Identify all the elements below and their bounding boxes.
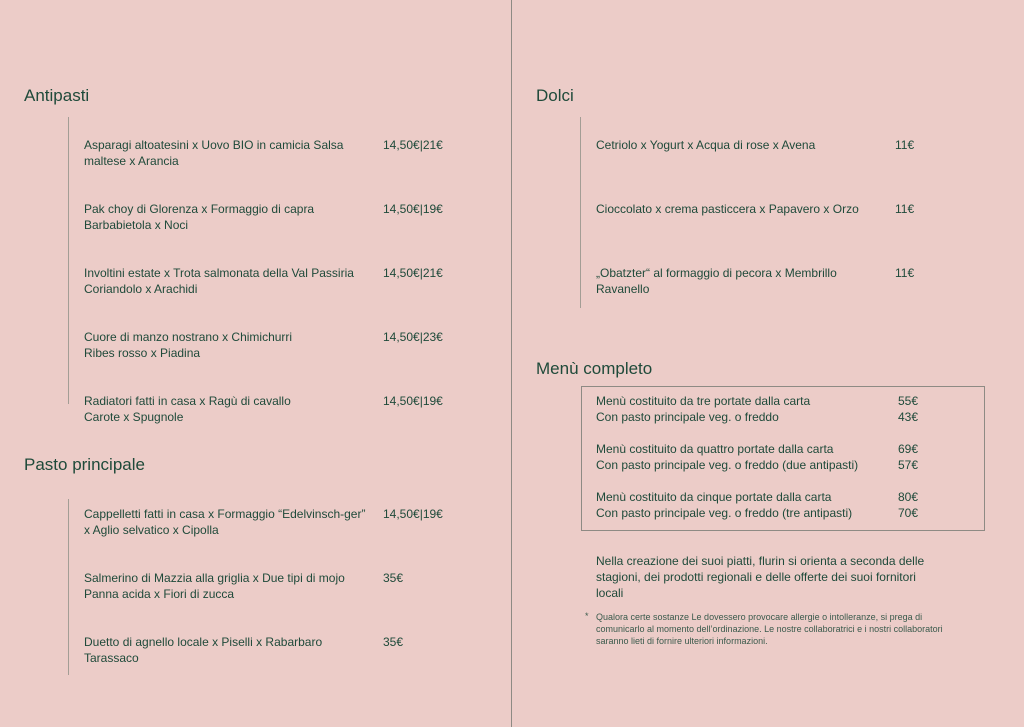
item-price: 11€	[895, 138, 915, 152]
item-price: 35€	[383, 571, 404, 585]
row-price: 43€	[898, 410, 919, 424]
row-text: Con pasto principale veg. o freddo (tre antipasti)	[596, 506, 853, 520]
item-price: 14,50€|19€	[383, 507, 443, 521]
item-price: 14,50€|19€	[383, 394, 443, 408]
row-text: Menù costituito da quattro portate dalla carta	[596, 442, 834, 456]
section-rule	[68, 499, 69, 675]
section-rule	[68, 117, 69, 404]
item-price: 14,50€|23€	[383, 330, 443, 344]
allergy-footnote: Qualora certe sostanze Le dovessero provocare allergie o intolleranze, si prega di comunicarlo al momento dell’ordinazione. Le nostre collaboratrici e i nostri collaboratori saranno lieti di fornire ulteriori informazioni.	[596, 612, 943, 646]
section-title-dolci: Dolci	[536, 86, 574, 105]
row-text: Menù costituito da cinque portate dalla carta	[596, 490, 832, 504]
item-price: 14,50€|21€	[383, 138, 443, 152]
seasonal-note: Nella creazione dei suoi piatti, flurin si orienta a seconda delle stagioni, dei prodotti regionali e delle offerte dei suoi fornitori locali	[596, 554, 925, 600]
row-text: Con pasto principale veg. o freddo	[596, 410, 779, 424]
page-divider	[511, 0, 512, 727]
item-price: 11€	[895, 202, 915, 216]
row-text: Menù costituito da tre portate dalla carta	[596, 394, 811, 408]
item-price: 35€	[383, 635, 404, 649]
item-price: 11€	[895, 266, 915, 280]
section-title-antipasti: Antipasti	[24, 86, 90, 105]
footnote-marker: *	[585, 611, 589, 621]
row-price: 70€	[898, 506, 919, 520]
section-rule	[580, 117, 581, 308]
section-title-pasto-principale: Pasto principale	[24, 455, 145, 474]
item-price: 14,50€|21€	[383, 266, 443, 280]
row-price: 55€	[898, 394, 919, 408]
row-price: 57€	[898, 458, 919, 472]
item-name: Cappelletti fatti in casa x Formaggio “Edelvinsch-ger” x Aglio selvatico x Cipolla	[84, 507, 366, 537]
item-name: Cetriolo x Yogurt x Acqua di rose x Avena	[596, 138, 816, 152]
item-name: Involtini estate x Trota salmonata della Val Passiria Coriandolo x Arachidi	[84, 266, 354, 296]
section-title-menu-completo: Menù completo	[536, 359, 653, 378]
item-name: Cioccolato x crema pasticcera x Papavero x Orzo	[596, 202, 859, 216]
item-name: Pak choy di Glorenza x Formaggio di capra Barbabietola x Noci	[84, 202, 315, 232]
row-price: 80€	[898, 490, 919, 504]
item-name: „Obatzter“ al formaggio di pecora x Membrillo Ravanello	[596, 266, 837, 296]
item-name: Duetto di agnello locale x Piselli x Rabarbaro Tarassaco	[84, 635, 323, 665]
item-name: Cuore di manzo nostrano x Chimichurri Ribes rosso x Piadina	[84, 330, 293, 360]
item-name: Salmerino di Mazzia alla griglia x Due tipi di mojo Panna acida x Fiori di zucca	[84, 571, 345, 601]
item-name: Radiatori fatti in casa x Ragù di cavallo Carote x Spugnole	[84, 394, 291, 424]
row-price: 69€	[898, 442, 919, 456]
row-text: Con pasto principale veg. o freddo (due antipasti)	[596, 458, 859, 472]
item-price: 14,50€|19€	[383, 202, 443, 216]
item-name: Asparagi altoatesini x Uovo BIO in camicia Salsa maltese x Arancia	[84, 138, 344, 168]
